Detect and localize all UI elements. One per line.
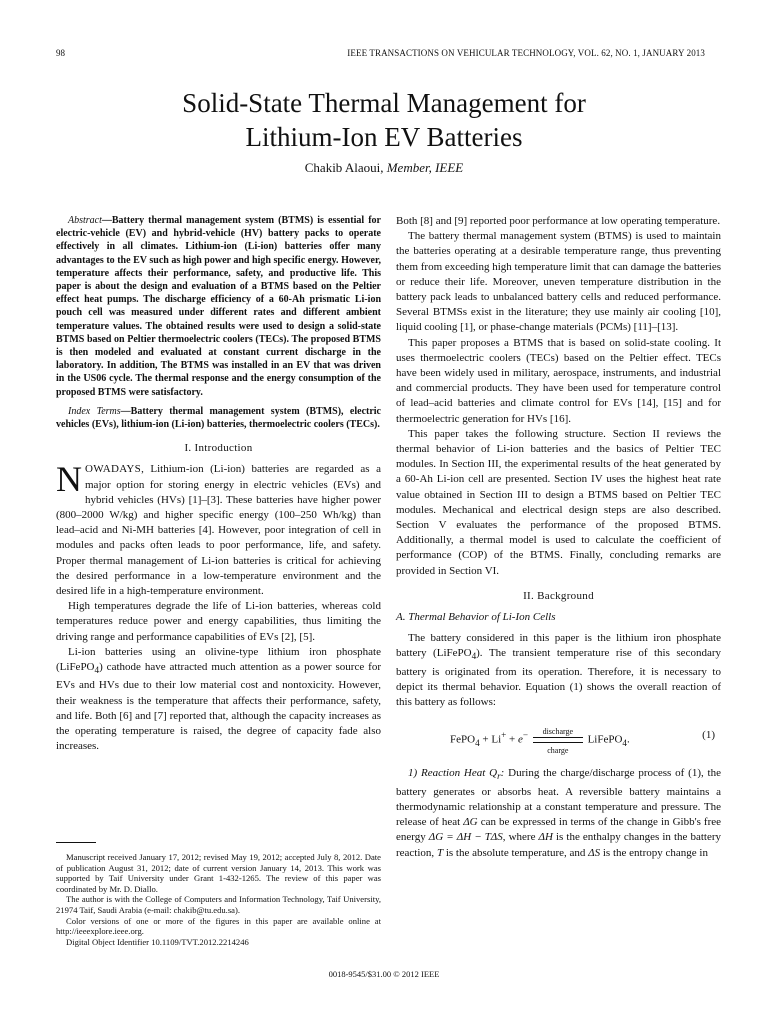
index-terms-text: —Battery thermal management system (BTMS), electric vehicles (EVs), lithium-ion (Li-ion) batteries, thermoelectric coolers (TECs). <box>56 405 381 431</box>
index-terms-label: Index Terms <box>68 405 121 417</box>
p5-ds: ΔS <box>588 846 601 859</box>
eq-electron-sup: − <box>522 730 529 741</box>
right-paragraph-5 <box>396 766 721 860</box>
p5-label-colon: : <box>500 767 505 780</box>
eq-electron: e <box>518 734 523 747</box>
right-column <box>396 214 721 861</box>
right-paragraph-3: This paper takes the following structure. Section II reviews the thermal behavior of Li-ion batteries and the basics of Peltier TEC modules. In Section III, the experimental results of the heat generated by a 60-Ah Li-ion cell are presented. Section IV uses the highest heat rate value obtained in Section III to design a BTMS based on Peltier TEC modules. Mechanical and electrical design steps are also described. Section V evaluates the performance of the proposed BTMS. Additionally, a thermal model is used to calculate the coefficient of performance (COP) of the BTMS. Finally, concluding remarks are provided in Section VI. <box>396 427 721 577</box>
section-heading-introduction: I. Introduction <box>184 442 253 455</box>
p5-t: T <box>436 846 444 859</box>
footnote-color: Color versions of one or more of the figures in this paper are available online at http://ieeexplore.ieee.org. <box>56 915 381 937</box>
eq-rhs-a: LiFePO <box>587 734 623 747</box>
p5-b: can be expressed in terms of the change in Gibb's free energy <box>396 816 722 844</box>
equation-1 <box>396 718 721 754</box>
p4-a: The battery considered in this paper is the lithium iron phosphate battery (LiFePO <box>396 632 721 660</box>
eq-rhs-b: . <box>627 734 630 747</box>
abstract-label: Abstract <box>68 215 102 226</box>
p5-label-text: 1) Reaction Heat Q <box>408 767 498 780</box>
right-paragraph-1: The battery thermal management system (BTMS) is used to maintain the batteries operating at a desirable temperature range, thus preventing them from exceeding high temperature limit that can damage the batteries or reduce their life. Moreover, uneven temperature distribution in the battery pack leads to unbalanced battery cells and reduced performance. Several BTMSs exist in the literature; they use mainly air cooling [10], liquid cooling [1], or phase-change materials (PCMs) [11]–[13]. <box>396 230 721 334</box>
left-column <box>56 214 381 755</box>
section-heading-background: II. Background <box>523 589 594 602</box>
eq-lhs-sup: + <box>501 730 507 741</box>
author-line <box>0 160 768 176</box>
p5-d: is the enthalpy changes in the battery reaction, <box>396 831 721 859</box>
p5-eq: ΔG = ΔH − TΔS <box>428 831 503 844</box>
p5-c: , where <box>502 831 539 844</box>
page-number: 98 <box>56 48 65 58</box>
footnote-rule <box>56 842 96 843</box>
arrow-bottom-label: charge <box>547 745 569 755</box>
eq-rhs-sub: 4 <box>622 738 627 749</box>
abstract <box>56 214 381 399</box>
p5-label <box>408 767 505 782</box>
eq-lhs-sub: 4 <box>475 738 480 749</box>
p4-b: ). The transient temperature rise of this secondary battery is originated from its operation. Therefore, it is necessary to depict its thermal behavior. Equation (1) shows the overall reaction of this battery as follows: <box>396 647 721 709</box>
footnote-manuscript: Manuscript received January 17, 2012; revised May 19, 2012; accepted July 8, 2012. Date of publication August 31, 2012; date of current version January 14, 2013. This work was supported by Taif University under Grant 1-432-1265. The review of this paper was coordinated by Mr. D. Diallo. <box>56 852 381 894</box>
journal-header: IEEE TRANSACTIONS ON VEHICULAR TECHNOLOGY, VOL. 62, NO. 1, JANUARY 2013 <box>347 48 705 58</box>
right-paragraph-0: Both [8] and [9] reported poor performance at low operating temperature. <box>396 215 721 227</box>
intro-p3-sub: 4 <box>94 665 100 676</box>
lead-word: OWADAYS <box>85 463 142 476</box>
author-affiliation: Member, IEEE <box>386 160 464 175</box>
right-paragraph-2: This paper proposes a BTMS that is based on solid-state cooling. It uses thermoelectric coolers (TECs) based on the Peltier effect. TECs have been widely used in military, aerospace, instruments, and industrial and commercial products. They have been used for temperature control of lead–acid batteries and climate control for EVs [14], [15] and for thermoelectric generation for HVs [16]. <box>396 336 721 425</box>
page-footer: 0018-9545/$31.00 © 2012 IEEE <box>328 969 440 979</box>
footnote-doi: Digital Object Identifier 10.1109/TVT.2012.2214246 <box>66 936 249 947</box>
p5-f: is the entropy change in <box>600 846 708 859</box>
p5-dg: ΔG <box>463 816 478 829</box>
footnote-author: The author is with the College of Computers and Information Technology, Taif University, 21974 Taif, Saudi Arabia (e-mail: chakib@tu.edu.sa). <box>56 894 381 915</box>
arrow-line-top <box>533 737 583 738</box>
drop-cap: N <box>56 459 82 500</box>
intro-paragraph-1 <box>56 459 381 599</box>
intro-p3-a: Li-ion batteries using an olivine-type lithium iron phosphate (LiFePO <box>56 645 381 674</box>
subsection-heading-a: A. Thermal Behavior of Li-Ion Cells <box>396 611 556 624</box>
index-terms <box>56 405 381 431</box>
abstract-text: —Battery thermal management system (BTMS) is essential for electric-vehicle (EV) and hybrid-vehicle (HV) battery packs to operate effectively in all climates. Lithium-ion (Li-ion) batteries offer many advantages to the EV such as high power and high specific energy. However, temperature affects their performance, safety, and productive life. This paper is about the design and evaluation of a BTMS based on the Peltier effect heat pumps. The discharge efficiency of a 60-Ah prismatic Li-ion pouch cell was measured under different rates and different ambient temperature values. The obtained results were used to design a solid-state BTMS based on Peltier thermoelectric coolers (TECs). The proposed BTMS is then modeled and evaluated at constant current discharge in the laboratory. In addition, The BTMS was installed in an EV that was driven in the US06 cycle. The thermal response and the energy consumption of the proposed BTMS were satisfactory. <box>56 215 381 398</box>
p4-sub: 4 <box>471 651 477 662</box>
arrow-top-label: discharge <box>542 726 574 736</box>
right-paragraph-4 <box>396 631 721 710</box>
equation-body <box>450 726 630 755</box>
title-line-1: Solid-State Thermal Management for <box>182 88 586 118</box>
p5-dh: ΔH <box>538 831 553 844</box>
p5-a: During the charge/discharge process of (1), the battery generates or absorbs heat. A reversible battery maintains a thermodynamic relationship at a constant temperature and pressure. The release of heat <box>396 767 721 829</box>
equation-number: (1) <box>702 729 715 742</box>
title-line-2: Lithium-Ion EV Batteries <box>245 122 523 152</box>
p5-label-sub: r <box>497 771 501 782</box>
footnotes <box>56 852 381 947</box>
intro-paragraph-3 <box>56 645 381 755</box>
intro-p3-b: ) cathode have attracted much attention as a power source for EVs and HVs due to their low material cost and nontoxicity. However, their weakness is the temperature that affects their performance, safety, and life. Both [6] and [7] reported that, although the capacity increases as the operating temperature is raised, the degree of capacity fade also increases. <box>56 661 381 753</box>
title-block <box>0 86 768 176</box>
eq-lhs-b: + Li <box>479 734 502 747</box>
eq-lhs-c: + <box>506 734 519 747</box>
author-name: Chakib Alaoui, <box>304 160 387 175</box>
intro-p1-text: , Lithium-ion (Li-ion) batteries are regarded as a major option for storing energy in electric vehicles (EVs) and hybrid vehicles (HVs) [1]–[3]. These batteries have higher power (800–2000 W/kg) and higher specific energy (100–250 Wh/kg) than lead–acid and Ni-MH batteries [4]. However, poor integration of cell in modules and packs often leads to poor performance, life, and safety. Proper thermal management of Li-ion batteries is critical for achieving the desired performance in a low-temperature environment and the desired life in a high-temperature environment. <box>56 463 381 598</box>
p5-e: is the absolute temperature, and <box>443 846 589 859</box>
intro-paragraph-2: High temperatures degrade the life of Li-ion batteries, whereas cold temperatures reduce power and energy capabilities, thus limiting the driving range and performance capabilities of EVs [2], [5]. <box>56 600 381 643</box>
paper-title <box>0 86 768 154</box>
eq-lhs-a: FePO <box>450 734 476 747</box>
equilibrium-arrow <box>533 726 583 755</box>
